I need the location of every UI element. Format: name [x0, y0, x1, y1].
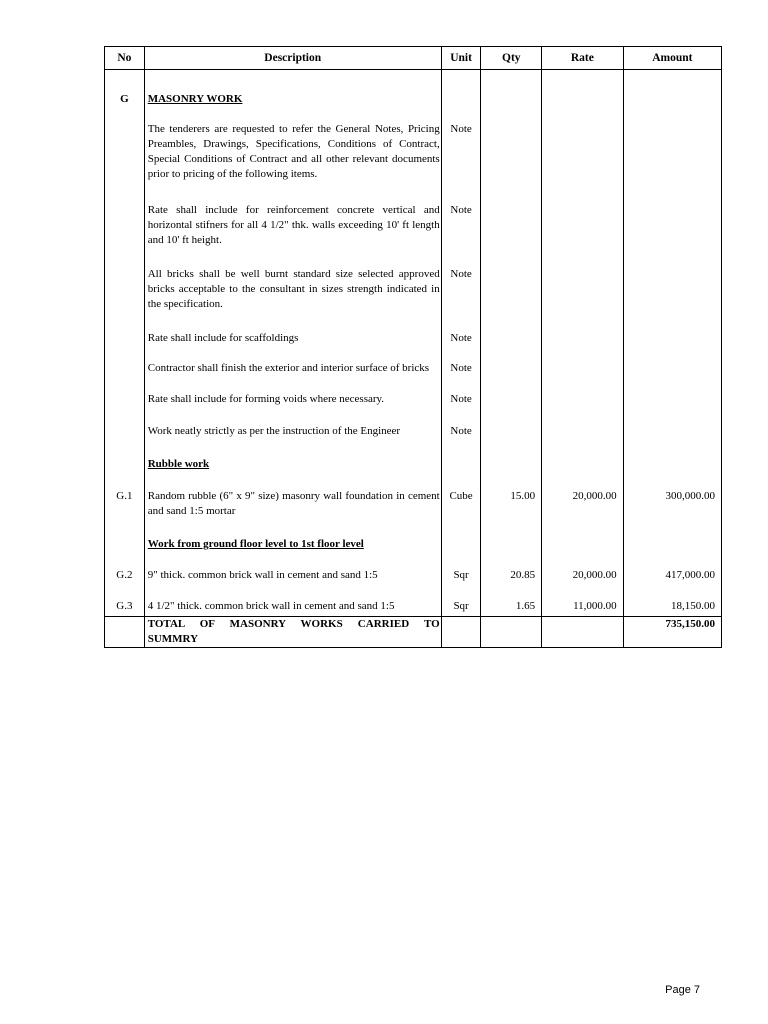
section-title: MASONRY WORK	[147, 92, 243, 105]
note-row	[105, 392, 722, 409]
header-row	[105, 47, 722, 70]
note-row	[105, 424, 722, 441]
item-row	[105, 489, 722, 522]
item-description: 4 1/2" thick. common brick wall in cement and sand 1:5	[144, 599, 441, 616]
note-description: Rate shall include for scaffoldings	[144, 331, 441, 348]
item-unit: Sqr	[441, 568, 481, 585]
item-unit: Cube	[441, 489, 481, 522]
note-description: Rate shall include for forming voids where necessary.	[144, 392, 441, 409]
header-description: Description	[144, 47, 441, 70]
header-no: No	[105, 47, 145, 70]
item-qty: 20.85	[481, 568, 542, 585]
boq-table	[104, 46, 722, 648]
item-qty: 1.65	[481, 599, 542, 616]
item-unit: Sqr	[441, 599, 481, 616]
note-description: Contractor shall finish the exterior and interior surface of bricks	[144, 361, 441, 378]
item-no: G.2	[105, 568, 145, 585]
item-row	[105, 599, 722, 616]
header-unit: Unit	[441, 47, 481, 70]
note-row	[105, 331, 722, 348]
item-no: G.1	[105, 489, 145, 522]
item-rate: 11,000.00	[542, 599, 624, 616]
section-row	[105, 92, 722, 109]
item-description: 9" thick. common brick wall in cement and sand 1:5	[144, 568, 441, 585]
note-row	[105, 122, 722, 189]
subheading-ground-to-first-floor: Work from ground floor level to 1st floor level	[147, 537, 364, 550]
subheading-rubble-work: Rubble work	[147, 457, 210, 470]
note-unit: Note	[441, 267, 481, 317]
note-unit: Note	[441, 392, 481, 409]
header-rate: Rate	[542, 47, 624, 70]
header-amount: Amount	[623, 47, 721, 70]
total-amount: 735,150.00	[623, 617, 721, 648]
total-label-line1: TOTAL OF MASONRY WORKS CARRIED TO	[147, 618, 440, 630]
note-description: The tenderers are requested to refer the General Notes, Pricing Preambles, Drawings, Specifications, Conditions of Contract, Special Conditions of Contract and all other relevant documents prior to pricing of the following items.	[144, 122, 441, 189]
header-qty: Qty	[481, 47, 542, 70]
item-rate: 20,000.00	[542, 568, 624, 585]
item-no: G.3	[105, 599, 145, 616]
item-rate: 20,000.00	[542, 489, 624, 522]
page-number: Page 7	[665, 984, 700, 996]
note-row	[105, 203, 722, 253]
note-unit: Note	[441, 331, 481, 348]
item-amount: 18,150.00	[623, 599, 721, 616]
item-description: Random rubble (6" x 9" size) masonry wall foundation in cement and sand 1:5 mortar	[144, 489, 441, 522]
total-label-line2: SUMMRY	[147, 633, 199, 645]
note-row	[105, 267, 722, 317]
subheading-row	[105, 457, 722, 474]
total-row	[105, 617, 722, 648]
note-unit: Note	[441, 203, 481, 253]
subheading-row	[105, 537, 722, 554]
section-no: G	[105, 92, 145, 109]
note-description: All bricks shall be well burnt standard size selected approved bricks acceptable to the consultant in sizes strength indicated in the specification.	[144, 267, 441, 317]
note-unit: Note	[441, 361, 481, 378]
note-description: Work neatly strictly as per the instruction of the Engineer	[144, 424, 441, 441]
note-description: Rate shall include for reinforcement concrete vertical and horizontal stifners for all 4 1/2" thk. walls exceeding 10' ft length and 10' ft height.	[144, 203, 441, 253]
item-amount: 417,000.00	[623, 568, 721, 585]
item-row	[105, 568, 722, 585]
note-row	[105, 361, 722, 378]
note-unit: Note	[441, 122, 481, 189]
item-qty: 15.00	[481, 489, 542, 522]
item-amount: 300,000.00	[623, 489, 721, 522]
note-unit: Note	[441, 424, 481, 441]
